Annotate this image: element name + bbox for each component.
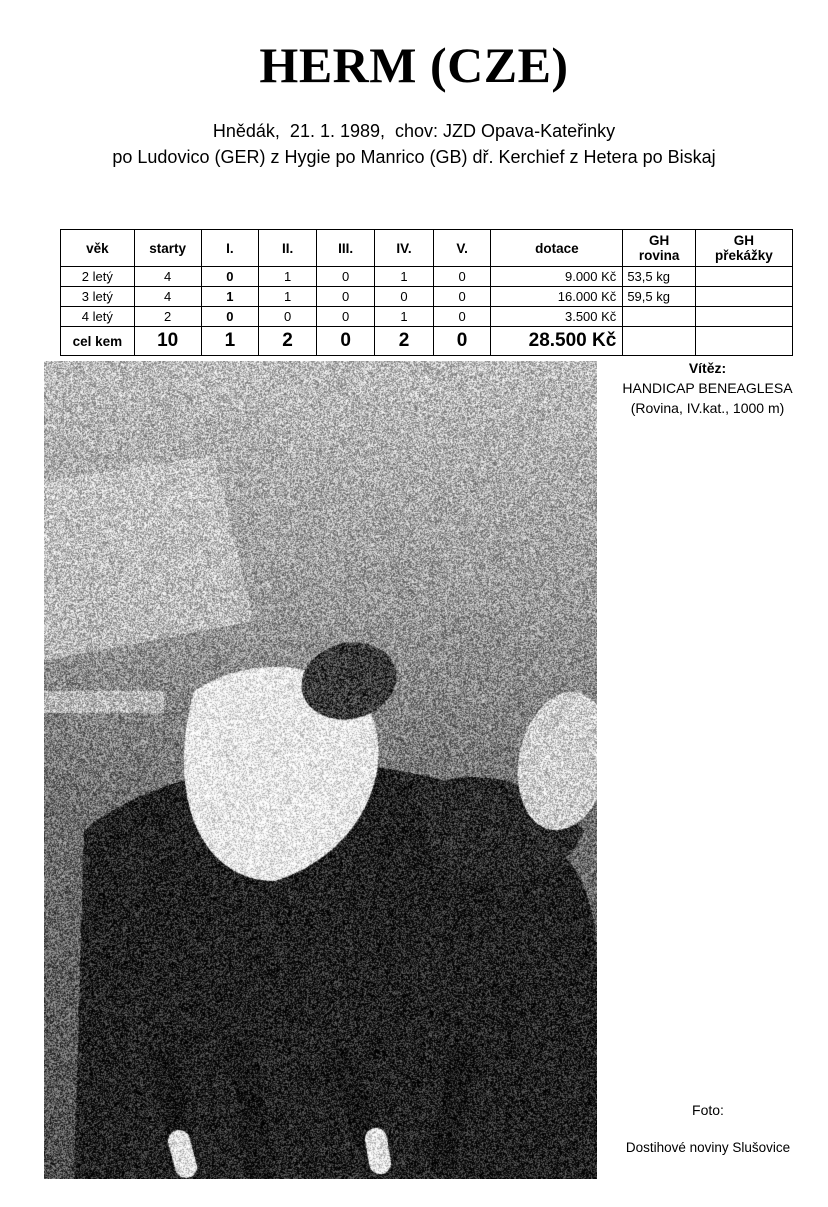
table-row [61, 307, 793, 327]
winner-race-details: (Rovina, IV.kat., 1000 m) [630, 400, 785, 416]
col-vek: věk [61, 230, 135, 267]
photo-credit-label: Foto: [692, 1102, 724, 1118]
cell-place-4: 1 [375, 307, 433, 327]
cell-starty: 4 [134, 287, 201, 307]
table-total-row [61, 327, 793, 356]
page-title: HERM (CZE) [259, 37, 569, 93]
photo-credit-source: Dostihové noviny Slušovice [625, 1140, 791, 1155]
cell-place-1: 0 [201, 307, 259, 327]
cell-place-1: 1 [201, 287, 259, 307]
col-gh-rovina-line1: GH [648, 233, 670, 248]
cell-vek: 4 letý [61, 307, 135, 327]
winner-race-name: HANDICAP BENEAGLESA [622, 380, 793, 396]
col-place-5: V. [433, 230, 491, 267]
cell-total-starty: 10 [134, 327, 201, 356]
race-photo [44, 361, 597, 1179]
cell-dotace: 9.000 Kč [491, 267, 623, 287]
cell-place-5: 0 [433, 287, 491, 307]
cell-gh-rovina: 53,5 kg [623, 267, 696, 287]
cell-total-dotace: 28.500 Kč [491, 327, 623, 356]
horse-birth-line: Hnědák, 21. 1. 1989, chov: JZD Opava-Kateřinky [212, 121, 616, 141]
cell-place-2: 1 [259, 287, 317, 307]
cell-starty: 4 [134, 267, 201, 287]
horse-pedigree-line: po Ludovico (GER) z Hygie po Manrico (GB) dř. Kerchief z Hetera po Biskaj [112, 147, 716, 167]
cell-place-3: 0 [316, 267, 374, 287]
cell-place-2: 0 [259, 307, 317, 327]
winner-caption [600, 358, 815, 418]
career-stats-table [60, 229, 793, 356]
cell-gh-rovina [623, 307, 696, 327]
cell-vek: 2 letý [61, 267, 135, 287]
cell-place-3: 0 [316, 287, 374, 307]
cell-gh-prekazky [695, 287, 792, 307]
col-gh-prekazky [695, 230, 792, 267]
col-place-4: IV. [375, 230, 433, 267]
col-starty: starty [134, 230, 201, 267]
cell-place-5: 0 [433, 267, 491, 287]
col-gh-rovina [623, 230, 696, 267]
col-place-2: II. [259, 230, 317, 267]
cell-place-5: 0 [433, 307, 491, 327]
cell-vek: 3 letý [61, 287, 135, 307]
horse-subtitle [0, 118, 828, 170]
cell-total-gh-prekazky [695, 327, 792, 356]
cell-total-place-4: 2 [375, 327, 433, 356]
cell-gh-prekazky [695, 267, 792, 287]
cell-place-4: 1 [375, 267, 433, 287]
table-header-row [61, 230, 793, 267]
cell-total-place-2: 2 [259, 327, 317, 356]
document-page [0, 36, 828, 1207]
table-row [61, 267, 793, 287]
col-place-3: III. [316, 230, 374, 267]
col-place-1: I. [201, 230, 259, 267]
cell-starty: 2 [134, 307, 201, 327]
photo-credit [598, 1091, 818, 1167]
cell-gh-rovina: 59,5 kg [623, 287, 696, 307]
cell-place-3: 0 [316, 307, 374, 327]
cell-place-1: 0 [201, 267, 259, 287]
cell-total-place-3: 0 [316, 327, 374, 356]
cell-place-4: 0 [375, 287, 433, 307]
winner-label: Vítěz: [688, 360, 727, 376]
cell-dotace: 3.500 Kč [491, 307, 623, 327]
cell-gh-prekazky [695, 307, 792, 327]
col-gh-prekazky-line1: GH [733, 233, 755, 248]
col-gh-prekazky-line2: překážky [715, 248, 773, 263]
cell-total-place-1: 1 [201, 327, 259, 356]
cell-total-place-5: 0 [433, 327, 491, 356]
col-gh-rovina-line2: rovina [638, 248, 680, 263]
col-dotace: dotace [491, 230, 623, 267]
table-row [61, 287, 793, 307]
cell-place-2: 1 [259, 267, 317, 287]
cell-total-label: cel kem [61, 327, 135, 356]
cell-total-gh-rovina [623, 327, 696, 356]
race-photo-canvas [44, 361, 597, 1179]
cell-dotace: 16.000 Kč [491, 287, 623, 307]
